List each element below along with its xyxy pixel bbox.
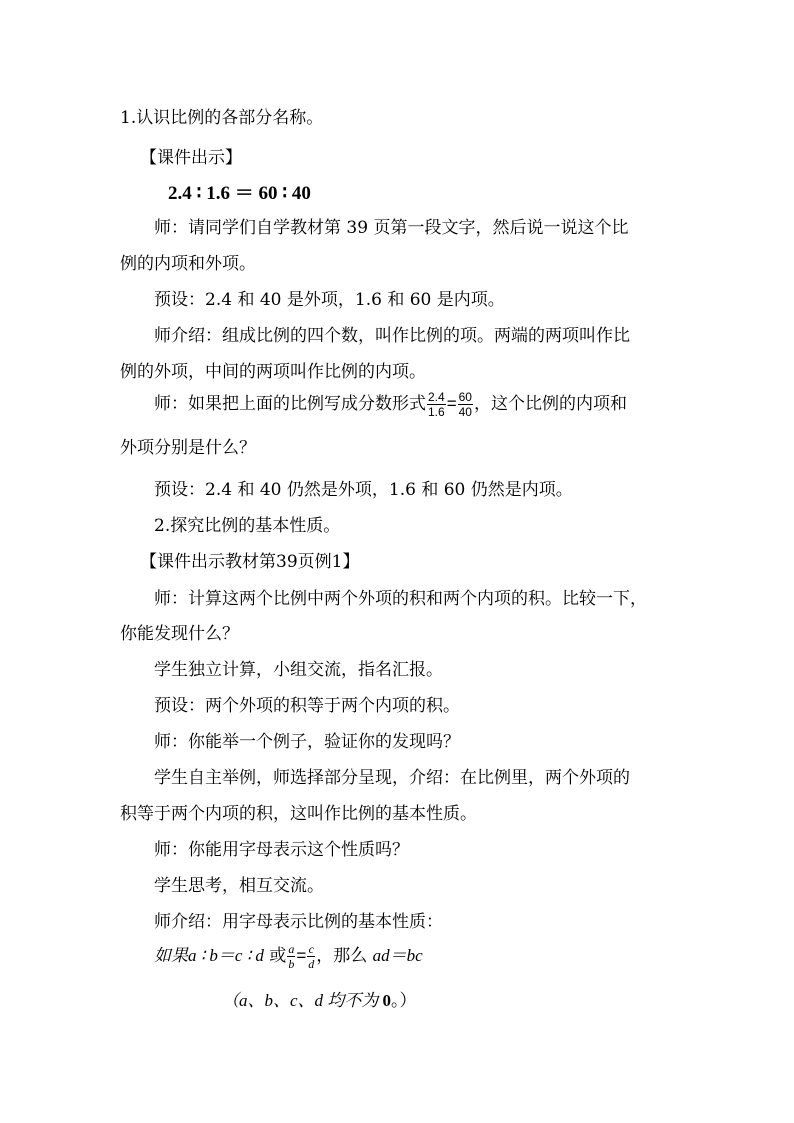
fraction-c-over-d (307, 942, 315, 971)
section-heading-1: 1.认识比例的各部分名称。 (120, 108, 324, 128)
paragraph-preset-2: 预设：2.4 和 40 仍然是外项，1.6 和 60 仍然是内项。 (154, 480, 573, 500)
paragraph-preset-1: 预设：2.4 和 40 是外项，1.6 和 60 是内项。 (154, 290, 505, 310)
courseware-label: 【课件出示】 (140, 148, 242, 168)
paragraph-preset-3: 预设：两个外项的积等于两个内项的积。 (154, 696, 460, 716)
paragraph-student-2a: 学生自主举例，师选择部分呈现，介绍：在比例里，两个外项的 (154, 768, 630, 788)
proportion-equation: 2.4 ∶ 1.6 ＝ 60 ∶ 40 (168, 183, 311, 204)
paragraph-teacher-5: 师：你能用字母表示这个性质吗？ (154, 840, 409, 860)
paragraph-teacher-3a: 师：计算这两个比例中两个外项的积和两个内项的积。比较一下， (154, 589, 647, 609)
courseware-example-label: 【课件出示教材第39页例1】 (140, 552, 360, 572)
paragraph-student-1: 学生独立计算，小组交流，指名汇报。 (154, 660, 443, 680)
paragraph-student-2b: 积等于两个内项的积，这叫作比例的基本性质。 (120, 804, 477, 824)
paragraph-teacher-3b: 你能发现什么？ (120, 624, 239, 644)
paragraph-teacher-2b: 外项分别是什么？ (120, 438, 256, 458)
fraction-numerator: a (288, 942, 295, 956)
paragraph-teacher-1a: 师：请同学们自学教材第 39 页第一段文字，然后说一说这个比 (154, 218, 629, 238)
formula-if: 如果 (154, 946, 188, 965)
property-formula (154, 942, 423, 971)
paragraph-intro-1a: 师介绍：组成比例的四个数，叫作比例的项。两端的两项叫作比 (154, 326, 630, 346)
paragraph-intro-2: 师介绍：用字母表示比例的基本性质： (154, 912, 443, 932)
formula-condition-note (222, 986, 417, 1011)
fraction-2-4-over-1-6 (427, 390, 446, 419)
paragraph-teacher-1b: 例的内项和外项。 (120, 254, 256, 274)
fraction-denominator: d (308, 957, 315, 971)
paragraph-intro-1b: 例的外项，中间的两项叫作比例的内项。 (120, 362, 426, 382)
paragraph-teacher-2a (154, 390, 627, 419)
formula-or: 或 (263, 946, 287, 966)
fraction-a-over-b (287, 942, 295, 971)
formula-result: ad＝bc (372, 946, 423, 965)
fraction-60-over-40 (458, 390, 473, 419)
fraction-numerator: 2.4 (428, 390, 445, 404)
fraction-numerator: c (308, 942, 314, 956)
note-zero: 0 (382, 991, 392, 1010)
paragraph-teacher-4: 师：你能举一个例子，验证你的发现吗？ (154, 732, 460, 752)
note-prefix: （a、b、c、d 均不为 (222, 991, 383, 1010)
note-suffix: 。） (391, 991, 417, 1011)
fraction-denominator: b (288, 957, 295, 971)
equals-sign: = (446, 394, 457, 413)
formula-ratio: a ∶ b＝c ∶ d (188, 946, 264, 965)
equals-sign: = (296, 946, 307, 965)
teacher-2-suffix: ，这个比例的内项和 (473, 394, 627, 414)
section-heading-2: 2.探究比例的基本性质。 (154, 516, 341, 536)
fraction-numerator: 60 (458, 390, 472, 404)
fraction-denominator: 1.6 (428, 405, 445, 419)
paragraph-student-3: 学生思考，相互交流。 (154, 876, 324, 896)
formula-then: ，那么 (316, 946, 373, 966)
fraction-denominator: 40 (458, 405, 472, 419)
teacher-2-prefix: 师：如果把上面的比例写成分数形式 (154, 394, 426, 414)
